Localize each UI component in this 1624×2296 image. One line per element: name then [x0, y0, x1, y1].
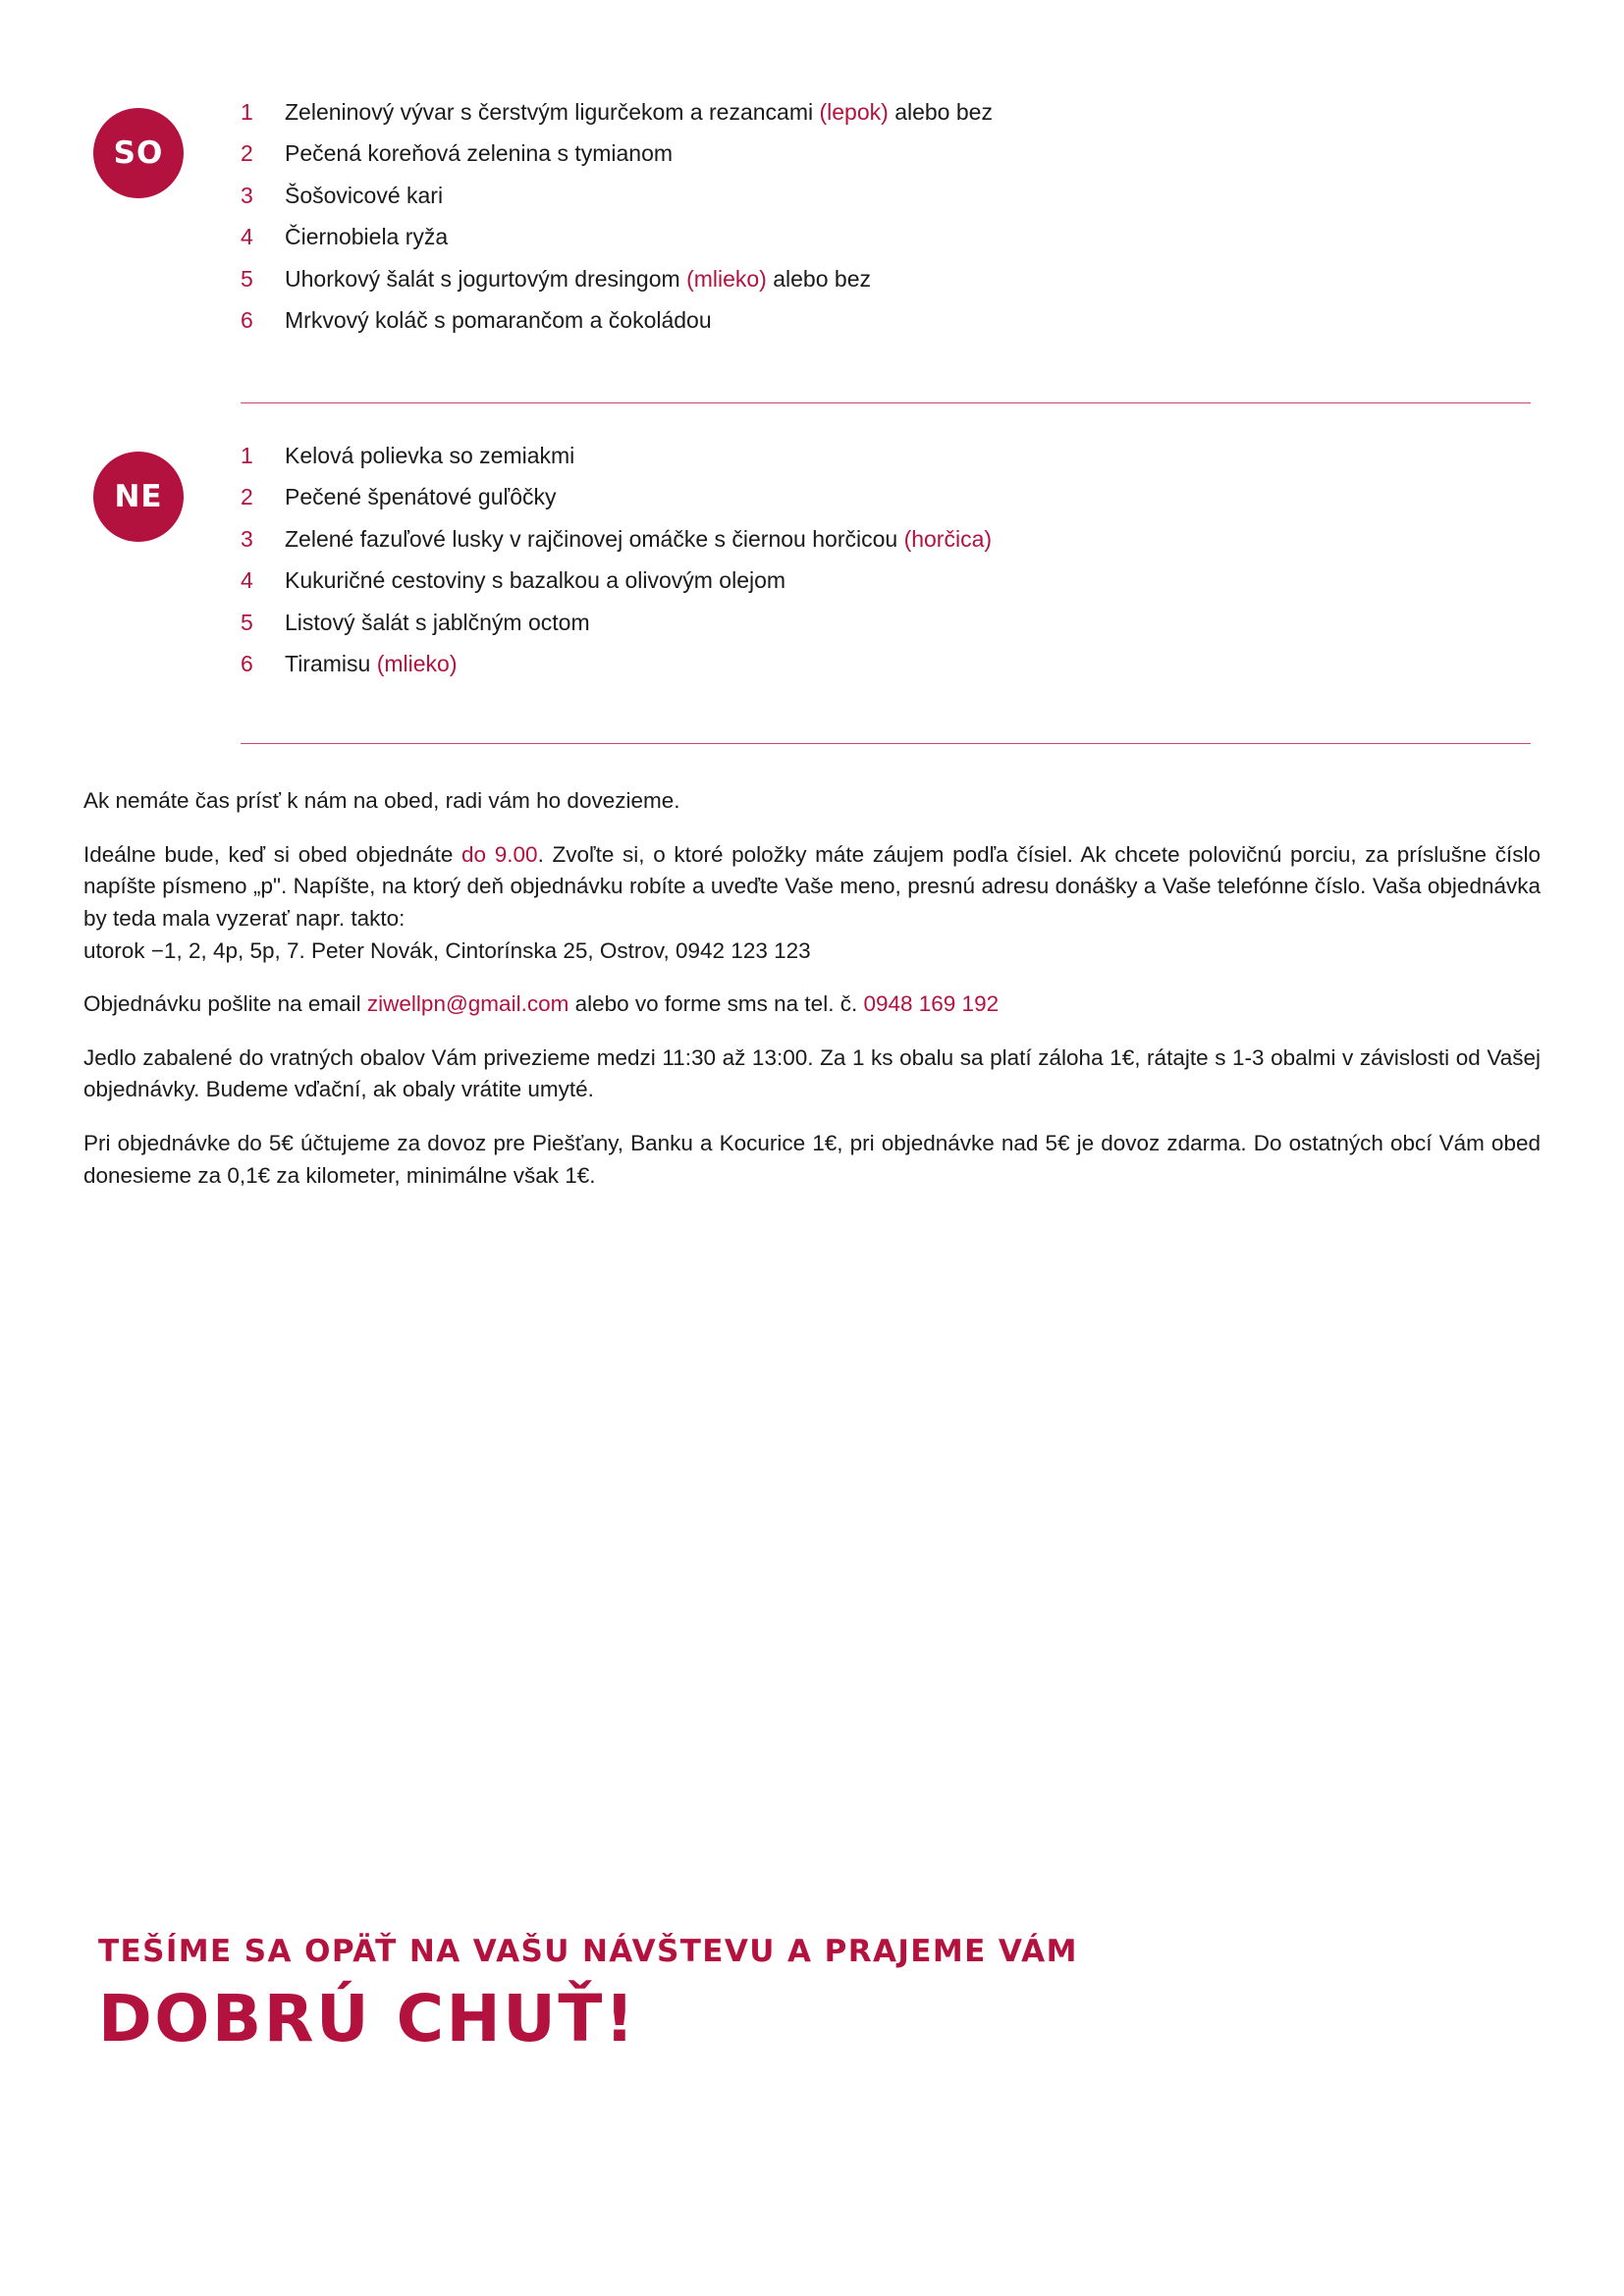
menu-item: [241, 223, 1531, 252]
menu-item-name: Zelené fazuľové lusky v rajčinovej omáčke s čiernou horčicou: [285, 525, 904, 552]
menu-item-number: 5: [241, 609, 253, 635]
order-example: utorok −1, 2, 4p, 5p, 7. Peter Novák, Cintorínska 25, Ostrov, 0942 123 123: [83, 937, 811, 963]
menu-item-name: Uhorkový šalát s jogurtovým dresingom: [285, 265, 687, 292]
info-packaging: Jedlo zabalené do vratných obalov Vám privezieme medzi 11:30 až 13:00. Za 1 ks obalu sa platí záloha 1€, rátajte s 1-3 obalmi v závislosti od Vašej objednávky. Budeme vďační, ak obaly vrátite umyté.: [83, 1044, 1541, 1102]
menu-item-text: [285, 650, 458, 679]
menu-item-number: 4: [241, 224, 253, 250]
menu-item: [241, 566, 1531, 596]
menu-item-name: Tiramisu: [285, 650, 377, 676]
menu-item-allergen: (horčica): [903, 525, 993, 552]
menu-item-allergen: (mlieko): [686, 265, 767, 292]
menu-item-text: [285, 139, 673, 169]
info-ordering-part1: Ideálne bude, keď si obed objednáte: [83, 841, 462, 867]
footer-thanks: TEŠÍME SA OPÄŤ NA VAŠU NÁVŠTEVU A PRAJEME VÁM: [98, 1934, 1078, 1969]
menu-item-name: Listový šalát s jablčným octom: [285, 609, 590, 635]
day-badge-sunday: NE: [93, 452, 184, 542]
menu-item-text: [285, 525, 992, 555]
menu-item-text: [285, 609, 590, 638]
menu-item: [241, 139, 1531, 169]
menu-item-text: [285, 566, 785, 596]
menu-item: [241, 525, 1531, 555]
info-contact: [83, 988, 1541, 1021]
contact-phone[interactable]: 0948 169 192: [863, 991, 1000, 1017]
info-ordering: [83, 839, 1541, 968]
menu-item-number: 2: [241, 140, 253, 167]
order-deadline: do 9.00: [461, 841, 538, 867]
menu-item-text: [285, 483, 557, 512]
menu-item-suffix: alebo bez: [888, 99, 993, 125]
menu-item-number: 3: [241, 182, 253, 208]
menu-item-name: Zeleninový vývar s čerstvým ligurčekom a rezancami: [285, 99, 820, 125]
menu-item-text: [285, 306, 712, 336]
section-divider: [241, 743, 1531, 744]
menu-item-text: [285, 442, 574, 471]
menu-item: [241, 442, 1531, 471]
day-badge-saturday: SO: [93, 108, 184, 198]
menu-item-number: 1: [241, 99, 253, 125]
menu-item-suffix: alebo bez: [766, 265, 871, 292]
menu-item-name: Pečená koreňová zelenina s tymianom: [285, 140, 674, 167]
contact-email[interactable]: ziwellpn@gmail.com: [366, 991, 569, 1017]
menu-item: [241, 98, 1531, 128]
section-divider: [241, 402, 1531, 403]
footer-bon-appetit: DOBRÚ CHUŤ!: [98, 1981, 637, 2056]
menu-item: [241, 306, 1531, 336]
info-intro: Ak nemáte čas prísť k nám na obed, radi vám ho dovezieme.: [83, 788, 680, 813]
info-contact-part1: Objednávku pošlite na email: [83, 991, 367, 1017]
menu-item-name: Kukuričné cestoviny s bazalkou a olivovým olejom: [285, 567, 786, 594]
info-ordering-part2: . Zvoľte si, o ktoré položky máte záujem podľa čísiel. Ak chcete polovičnú porciu, za príslušne číslo napíšte písmeno „p". Napíšte, na ktorý deň objednávku robíte a uveďte Vaše meno, presnú adresu donášky a Vaše telefónne číslo. Vaša objednávka by teda mala vyzerať napr. takto:: [83, 841, 1541, 931]
menu-item-name: Čiernobiela ryža: [285, 224, 449, 250]
menu-item: [241, 483, 1531, 512]
menu-item-text: [285, 265, 871, 294]
info-contact-part2: alebo vo forme sms na tel. č.: [568, 991, 864, 1017]
menu-item-number: 2: [241, 484, 253, 510]
menu-item-name: Mrkvový koláč s pomarančom a čokoládou: [285, 306, 712, 333]
info-delivery-fee: Pri objednávke do 5€ účtujeme za dovoz pre Piešťany, Banku a Kocurice 1€, pri objednávke nad 5€ je dovoz zdarma. Do ostatných obcí Vám obed donesieme za 0,1€ za kilometer, minimálne však 1€.: [83, 1131, 1541, 1188]
menu-item-number: 5: [241, 265, 253, 292]
menu-item-name: Kelová polievka so zemiakmi: [285, 443, 575, 468]
menu-item-number: 6: [241, 306, 253, 333]
menu-item-text: [285, 98, 993, 128]
menu-item-text: [285, 223, 448, 252]
menu-item-allergen: (lepok): [819, 99, 889, 125]
menu-item: [241, 609, 1531, 638]
menu-item: [241, 650, 1531, 679]
menu-item: [241, 265, 1531, 294]
menu-item-number: 4: [241, 567, 253, 594]
menu-item-text: [285, 182, 443, 211]
menu-item-allergen: (mlieko): [376, 650, 458, 676]
menu-item-number: 6: [241, 650, 253, 676]
menu-item: [241, 182, 1531, 211]
menu-item-name: Pečené špenátové guľôčky: [285, 484, 557, 510]
menu-item-name: Šošovicové kari: [285, 182, 444, 208]
menu-item-number: 1: [241, 443, 253, 468]
footer: [98, 1934, 1078, 2056]
menu-list-saturday: [241, 98, 1531, 347]
delivery-info: [83, 785, 1541, 1213]
menu-item-number: 3: [241, 525, 253, 552]
menu-list-sunday: [241, 442, 1531, 691]
